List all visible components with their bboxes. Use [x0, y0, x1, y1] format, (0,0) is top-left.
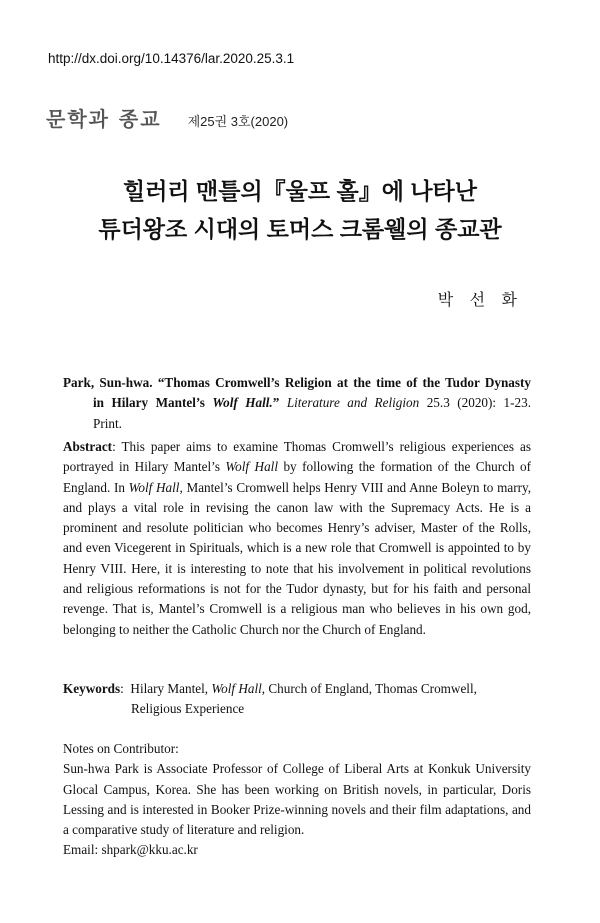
paper-title-line-1: 힐러리 맨틀의『울프 홀』에 나타난 — [122, 178, 477, 204]
citation-journal: Literature and Religion — [286, 395, 420, 411]
citation-line-1 — [63, 373, 531, 393]
abstract-label: Abstract — [63, 439, 113, 454]
keyword-1: Hilary Mantel, — [130, 681, 209, 696]
keyword-3: , Church of England, Thomas Cromwell, — [261, 681, 477, 696]
paper-title-line-2: 튜더왕조 시대의 토머스 크롬웰의 종교관 — [98, 216, 502, 242]
citation-title-a: “Thomas Cromwell’s Religion at the time of the Tudor Dynasty — [157, 375, 531, 390]
citation-author: Park, Sun-hwa. — [63, 375, 153, 390]
journal-logo: 문학과 종교 — [46, 107, 162, 131]
citation-medium: Print. — [93, 415, 122, 431]
contributor-notes — [63, 739, 531, 861]
abstract-italic-2: Wolf Hall — [128, 479, 180, 495]
doi-link[interactable]: http://dx.doi.org/10.14376/lar.2020.25.3.1 — [48, 51, 295, 66]
citation-line-2 — [63, 393, 531, 413]
keywords-label: Keywords — [63, 681, 121, 696]
citation — [63, 373, 531, 434]
abstract — [63, 437, 531, 640]
keywords-sep: : — [120, 681, 124, 696]
citation-title-b: in Hilary Mantel’s — [93, 395, 205, 411]
citation-details: 25.3 (2020): 1-23. — [426, 395, 532, 411]
keyword-4: Religious Experience — [131, 701, 245, 717]
citation-title-italic: Wolf Hall. — [212, 395, 273, 411]
journal-header — [46, 103, 288, 132]
journal-issue: 제25권 3호(2020) — [187, 114, 289, 129]
keywords — [63, 679, 531, 720]
abstract-text-b: by following the formation of the Church of England. In — [63, 459, 532, 495]
abstract-text-c: , Mantel’s Cromwell helps Henry VIII and Anne Boleyn to marry, and plays a vital role in revising the canon law with the Supremacy Acts. He is a prominent and resolute politician who becomes Henry’s adviser, Master of the Rolls, and even Vicegerent in Spirituals, which is a new role that Cromwell is appointed to by Henry VIII. Here, it is interesting to note that his involvement in political revolutions and religious reformations is not for the Tudor dynasty, but for his faith and personal revenge. That is, Mantel’s Cromwell is a religious man who believes in his own god, belonging to neither the Catholic Church nor the Church of England. — [63, 479, 532, 637]
contributor-bio: Sun-hwa Park is Associate Professor of College of Liberal Arts at Konkuk University Glocal Campus, Korea. She has been working on British novels, in particular, Doris Lessing and is interested in Booker Prize-winning novels and their film adaptations, and a comparative study of literature and religion. — [63, 761, 531, 838]
keyword-2: Wolf Hall — [211, 681, 262, 696]
abstract-italic-1: Wolf Hall — [225, 459, 278, 475]
contributor-heading: Notes on Contributor: — [63, 741, 179, 756]
keywords-line-1 — [63, 681, 477, 696]
paper-title — [0, 172, 600, 248]
contributor-email[interactable]: Email: shpark@kku.ac.kr — [63, 842, 198, 858]
abstract-text-a: : This paper aims to examine Thomas Cromwell’s religious experiences as portrayed in Hilary Mantel’s — [63, 439, 531, 475]
author-name: 박 선 화 — [437, 292, 523, 309]
citation-close-quote: ” — [272, 395, 280, 411]
